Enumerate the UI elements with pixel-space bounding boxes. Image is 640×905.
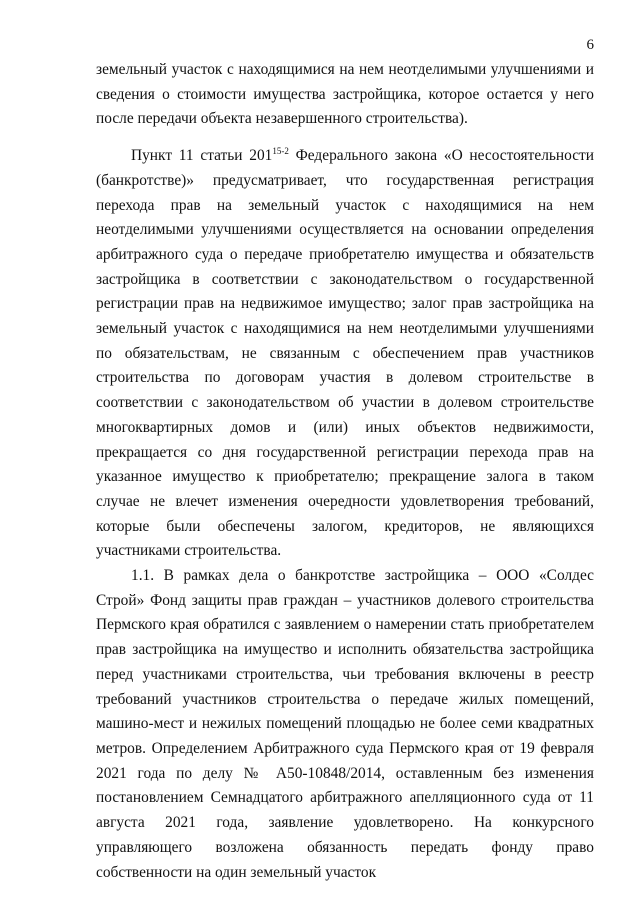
document-body	[96, 58, 594, 885]
paragraph-gap	[96, 132, 594, 144]
paragraph-article-201	[96, 144, 594, 564]
article-reference: Пункт 11 статьи 201	[131, 147, 273, 165]
paragraph-1-1: 1.1. В рамках дела о банкротстве застройщика – ООО «Солдес Строй» Фонд защиты прав граждан – участников долевого строительства Пермского края обратился с заявлением о намерении стать приобретателем прав застройщика на имущество и исполнить обязательства застройщика перед участниками строительства, чьи требования включены в реестр требований участников строительства о передаче жилых помещений, машино-мест и нежилых помещений площадью не более семи квадратных метров. Определением Арбитражного суда Пермского края от 19 февраля 2021 года по делу № А50-10848/2014, оставленным без изменения постановлением Семнадцатого арбитражного апелляционного суда от 11 августа 2021 года, заявление удовлетворено. На конкурсного управляющего возложена обязанность передать фонду право собственности на один земельный участок	[96, 567, 594, 881]
article-text: Федерального закона «О несостоятельности (банкротстве)» предусматривает, что государственная регистрация перехода прав на земельный участок с находящимися на нем неотделимыми улучшениями осуществляется на основании определения арбитражного суда о передаче приобретателю имущества и обязательств застройщика в соответствии с законодательством о государственной регистрации прав на недвижимое имущество; залог прав застройщика на земельный участок с находящимися на нем неотделимыми улучшениями по обязательствам, не связанным с обеспечением прав участников строительства по договорам участия в долевом строительстве в соответствии с законодательством об участии в долевом строительстве многоквартирных домов и (или) иных объектов недвижимости, прекращается со дня государственной регистрации перехода прав на указанное имущество к приобретателю; прекращение залога в таком случае не влечет изменения очередности удовлетворения требований, которые были обеспечены залогом, кредиторов, не являющихся участниками строительства.	[96, 147, 594, 560]
page-number: 6	[586, 37, 594, 53]
paragraph-intro: земельный участок с находящимися на нем неотделимыми улучшениями и сведения о стоимости имущества застройщика, которое остается у него после передачи объекта незавершенного строительства).	[96, 61, 594, 128]
article-superscript: 15-2	[272, 145, 289, 156]
